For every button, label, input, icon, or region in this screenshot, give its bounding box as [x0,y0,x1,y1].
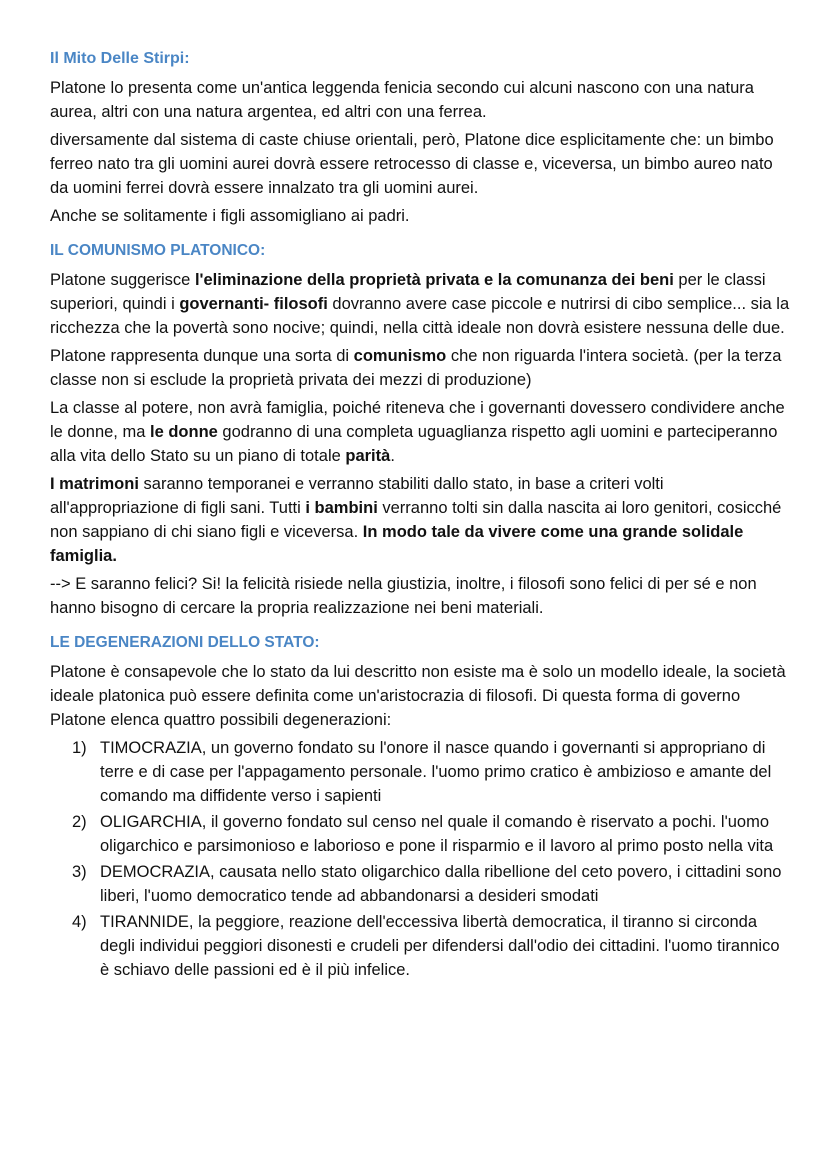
numbered-list [50,736,790,982]
text-run: La classe al potere, non avrà famiglia, poiché riteneva che i governanti dovessero condividere anche le donne, ma [50,399,785,441]
section-title: Il Mito Delle Stirpi: [50,50,190,67]
section-degenerazioni-stato [50,632,790,982]
section-comunismo-platonico [50,240,790,620]
paragraph [50,472,790,568]
list-number: 4) [72,913,87,931]
text-run: . [390,447,395,465]
bold-text: i bambini [305,499,378,517]
list-number: 1) [72,739,87,757]
bold-text: In modo tale da vivere come una grande solidale famiglia. [50,523,744,565]
paragraph: diversamente dal sistema di caste chiuse orientali, però, Platone dice esplicitamente che: un bimbo ferreo nato tra gli uomini aurei dovrà essere retrocesso di classe e, viceversa, un bimbo aureo nato da uomini ferrei dovrà essere innalzato tra gli uomini aurei. [50,131,774,197]
text-run: che non riguarda l'intera società. (per la terza classe non si esclude la proprietà privata dei mezzi di produzione) [50,347,782,389]
list-item [50,810,790,858]
paragraph [50,268,790,340]
paragraph [50,396,790,468]
bold-text: comunismo [353,347,447,365]
list-item [50,910,790,982]
list-number: 3) [72,863,87,881]
paragraph: Platone lo presenta come un'antica leggenda fenicia secondo cui alcuni nascono con una natura aurea, altri con una natura argentea, ed altri con una ferrea. [50,79,754,121]
text-run: godranno di una completa uguaglianza rispetto agli uomini e parteciperanno alla vita dello Stato su un piano di totale [50,423,778,465]
bold-text: le donne [149,423,218,441]
bold-text: governanti- filosofi [179,295,328,313]
list-item [50,736,790,808]
list-item-text: TIRANNIDE, la peggiore, reazione dell'eccessiva libertà democratica, il tiranno si circonda degli individui peggiori disonesti e crudeli per difendersi dall'odio dei cittadini. l'uomo tirannico è schiavo delle passioni ed è il più infelice. [100,913,780,979]
text-run: verranno tolti sin dalla nascita ai loro genitori, cosicché non sappiano di chi siano figli e viceversa. [50,499,782,541]
text-run: Platone suggerisce [50,271,195,289]
paragraph: Platone è consapevole che lo stato da lui descritto non esiste ma è solo un modello ideale, la società ideale platonica può essere definita come un'aristocrazia di filosofi. Di questa forma di governo Platone elenca quattro possibili degenerazioni: [50,663,786,729]
bold-text: parità [345,447,391,465]
text-run: Platone rappresenta dunque una sorta di [50,347,354,365]
text-run: saranno temporanei e verranno stabiliti dallo stato, in base a criteri volti all'appropriazione di figli sani. Tutti [50,475,664,517]
section-title: LE DEGENERAZIONI DELLO STATO: [50,634,320,651]
section-mito-stirpi [50,48,790,228]
paragraph: Anche se solitamente i figli assomigliano ai padri. [50,207,410,225]
bold-text: I matrimoni [50,475,139,493]
paragraph [50,344,790,392]
document-page [50,48,790,994]
text-run: dovranno avere case piccole e nutrirsi di cibo semplice... sia la ricchezza che la povertà sono nocive; quindi, nella città ideale non dovrà esistere nessuna delle due. [50,295,790,337]
list-item-text: TIMOCRAZIA, un governo fondato su l'onore il nasce quando i governanti si appropriano di terre e di case per l'appagamento personale. l'uomo primo cratico è ambizioso e amante del comando ma diffidente verso i sapienti [100,739,772,805]
text-run: per le classi superiori, quindi i [50,271,766,313]
list-item [50,860,790,908]
list-number: 2) [72,813,87,831]
section-title: IL COMUNISMO PLATONICO: [50,242,266,259]
list-item-text: OLIGARCHIA, il governo fondato sul censo nel quale il comando è riservato a pochi. l'uomo oligarchico e parsimonioso e laborioso e pone il risparmio e il lavoro al primo posto nella vita [100,813,774,855]
paragraph: --> E saranno felici? Si! la felicità risiede nella giustizia, inoltre, i filosofi sono felici di per sé e non hanno bisogno di cercare la propria realizzazione nei beni materiali. [50,575,757,617]
list-item-text: DEMOCRAZIA, causata nello stato oligarchico dalla ribellione del ceto povero, i cittadini sono liberi, l'uomo democratico tende ad abbandonarsi a desideri smodati [100,863,782,905]
bold-text: l'eliminazione della proprietà privata e la comunanza dei beni [194,271,674,289]
